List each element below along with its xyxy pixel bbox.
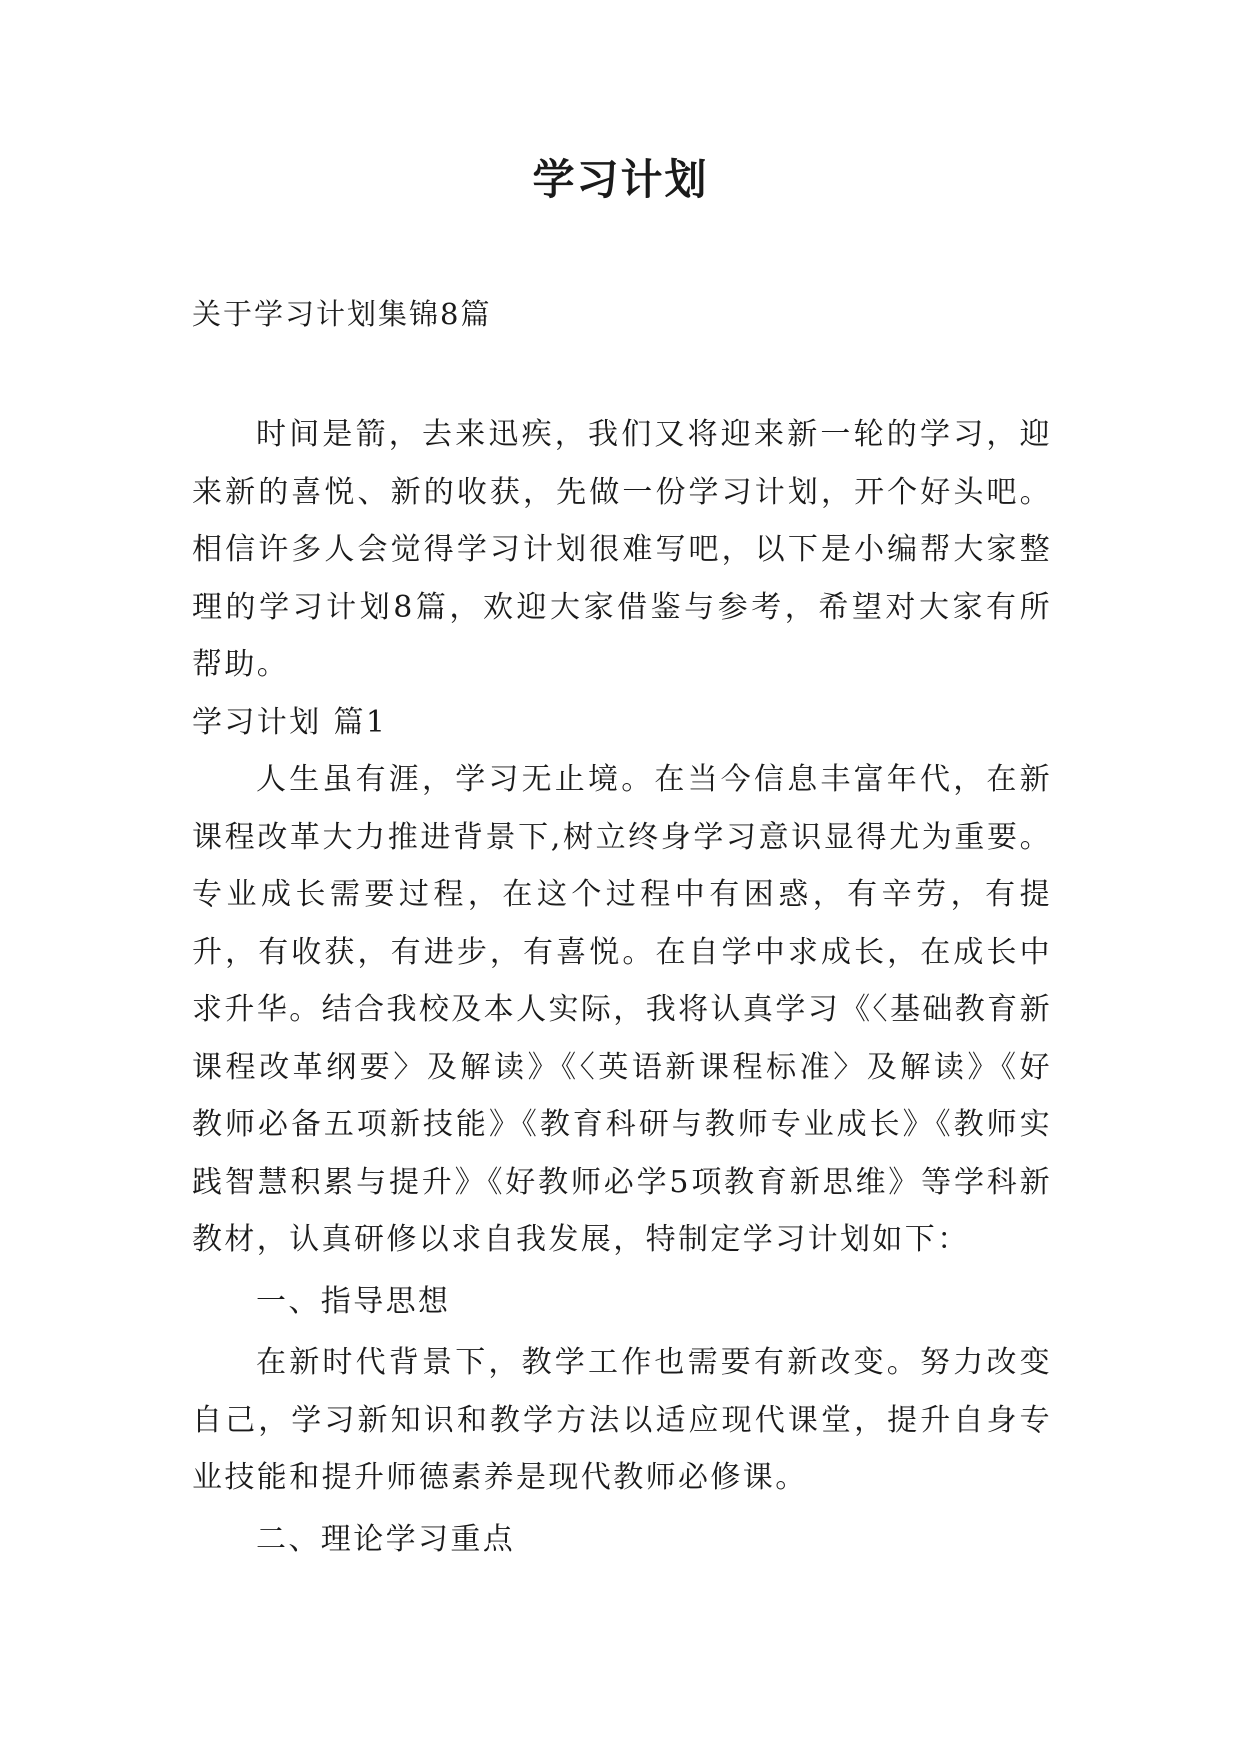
section-label-1: 学习计划 篇1 (192, 704, 388, 740)
section-1-paragraph: 人生虽有涯，学习无止境。在当今信息丰富年代，在新课程改革大力推进背景下,树立终身学习意识显得尤为重要。专业成长需要过程，在这个过程中有困惑，有辛劳，有提升，有收获，有进步，有喜悦。在自学中求成长，在成长中求升华。结合我校及本人实际，我将认真学习《〈基础教育新课程改革纲要〉及解读》《〈英语新课程标准〉及解读》《好教师必备五项新技能》《教育科研与教师专业成长》《教师实践智慧积累与提升》《好教师必学5项教育新思维》等学科新教材，认真研修以求自我发展，特制定学习计划如下： (192, 762, 1052, 1257)
document-body (192, 406, 1052, 1568)
intro-paragraph: 时间是箭，去来迅疾，我们又将迎来新一轮的学习，迎来新的喜悦、新的收获，先做一份学习计划，开个好头吧。相信许多人会觉得学习计划很难写吧，以下是小编帮大家整理的学习计划8篇，欢迎大家借鉴与参考，希望对大家有所帮助。 (192, 417, 1052, 682)
heading-theory-focus: 二、理论学习重点 (256, 1521, 516, 1557)
document-subtitle: 关于学习计划集锦8篇 (192, 297, 492, 331)
heading-guiding-ideology: 一、指导思想 (256, 1283, 451, 1319)
document-title: 学习计划 (532, 155, 709, 204)
guiding-ideology-paragraph: 在新时代背景下，教学工作也需要有新改变。努力改变自己，学习新知识和教学方法以适应现代课堂，提升自身专业技能和提升师德素养是现代教师必修课。 (192, 1345, 1052, 1495)
